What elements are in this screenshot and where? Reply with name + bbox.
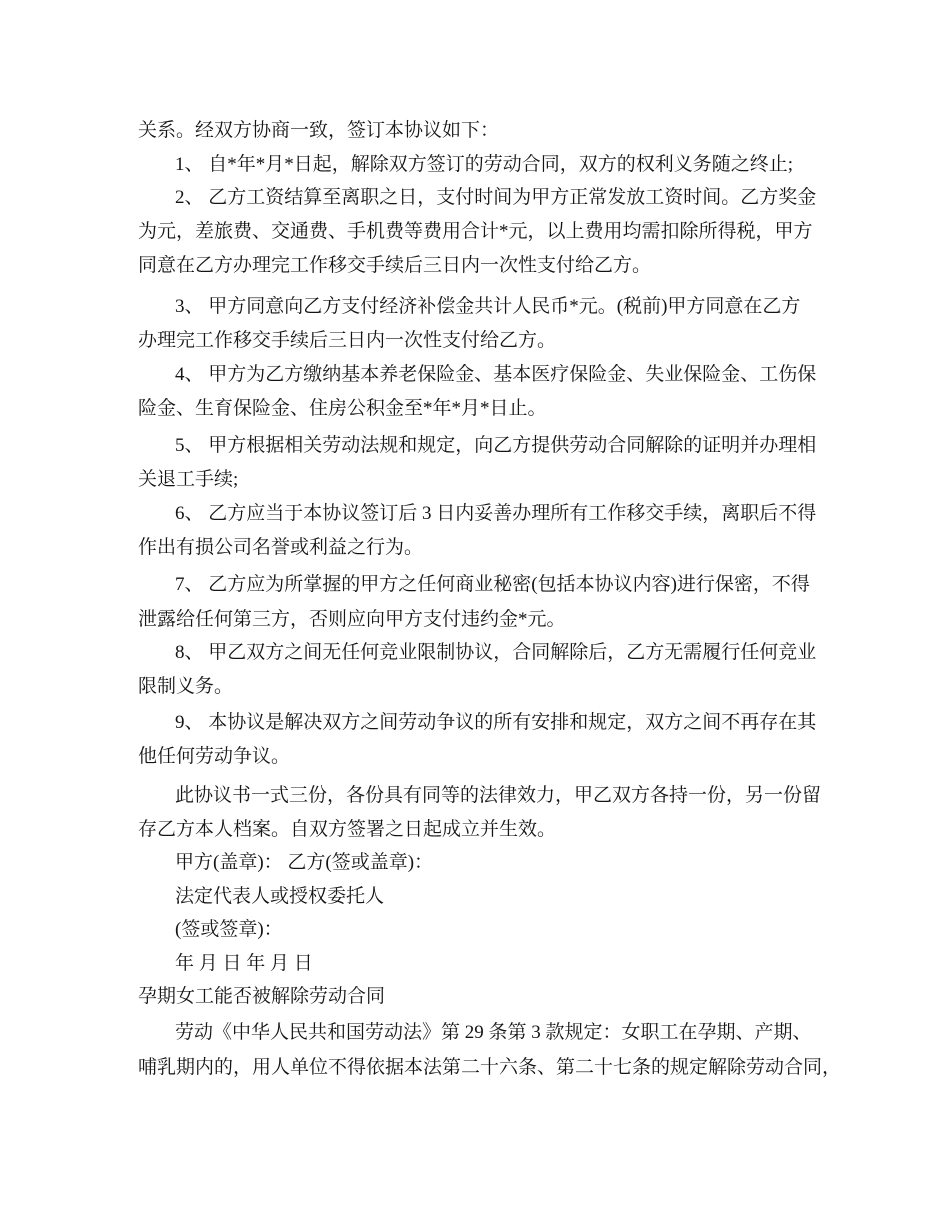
clause-8-line-1: 8、 甲乙双方之间无任何竞业限制协议，合同解除后，乙方无需履行任何竞业 xyxy=(175,642,817,663)
clause-4-line-2: 险金、生育保险金、住房公积金至*年*月*日止。 xyxy=(138,398,547,419)
signature-sign-label: (签或签章)： xyxy=(175,919,283,940)
clause-5-line-1: 5、 甲方根据相关劳动法规和规定，向乙方提供劳动合同解除的证明并办理相 xyxy=(175,435,817,456)
clause-3-line-1: 3、 甲方同意向乙方支付经济补偿金共计人民币*元。(税前)甲方同意在乙方 xyxy=(175,296,801,317)
clause-7-line-1: 7、 乙方应为所掌握的甲方之任何商业秘密(包括本协议内容)进行保密，不得 xyxy=(175,574,810,595)
section-heading: 孕期女工能否被解除劳动合同 xyxy=(138,986,386,1007)
clause-6-line-1: 6、 乙方应当于本协议签订后 3 日内妥善办理所有工作移交手续，离职后不得 xyxy=(175,503,817,524)
clause-4-line-1: 4、 甲方为乙方缴纳基本养老保险金、基本医疗保险金、失业保险金、工伤保 xyxy=(175,364,817,385)
intro-line: 关系。经双方协商一致，签订本协议如下： xyxy=(138,120,500,141)
signature-parties: 甲方(盖章)： 乙方(签或盖章)： xyxy=(175,852,434,873)
copies-line-2: 存乙方本人档案。自双方签署之日起成立并生效。 xyxy=(138,819,557,840)
clause-8-line-2: 限制义务。 xyxy=(138,676,234,697)
signature-representative: 法定代表人或授权委托人 xyxy=(175,886,385,907)
clause-2-line-3: 同意在乙方办理完工作移交手续后三日内一次性支付给乙方。 xyxy=(138,255,652,276)
clause-9-line-2: 他任何劳动争议。 xyxy=(138,746,291,767)
clause-3-line-2: 办理完工作移交手续后三日内一次性支付给乙方。 xyxy=(138,330,557,351)
clause-7-line-2: 泄露给任何第三方，否则应向甲方支付违约金*元。 xyxy=(138,609,566,630)
clause-1-line-1: 1、 自*年*月*日起，解除双方签订的劳动合同，双方的权利义务随之终止; xyxy=(175,154,794,175)
copies-line-1: 此协议书一式三份，各份具有同等的法律效力，甲乙双方各持一份，另一份留 xyxy=(175,785,822,806)
signature-date: 年 月 日 年 月 日 xyxy=(175,953,313,974)
clause-6-line-2: 作出有损公司名誉或利益之行为。 xyxy=(138,537,424,558)
law-line-1: 劳动《中华人民共和国劳动法》第 29 条第 3 款规定：女职工在孕期、产期、 xyxy=(175,1022,812,1043)
law-line-2: 哺乳期内的，用人单位不得依据本法第二十六条、第二十七条的规定解除劳动合同， xyxy=(138,1057,842,1078)
clause-9-line-1: 9、 本协议是解决双方之间劳动争议的所有安排和规定，双方之间不再存在其 xyxy=(175,712,817,733)
clause-5-line-2: 关退工手续; xyxy=(138,469,239,490)
clause-2-line-1: 2、 乙方工资结算至离职之日，支付时间为甲方正常发放工资时间。乙方奖金 xyxy=(175,187,817,208)
clause-2-line-2: 为元，差旅费、交通费、手机费等费用合计*元，以上费用均需扣除所得税，甲方 xyxy=(138,221,813,242)
